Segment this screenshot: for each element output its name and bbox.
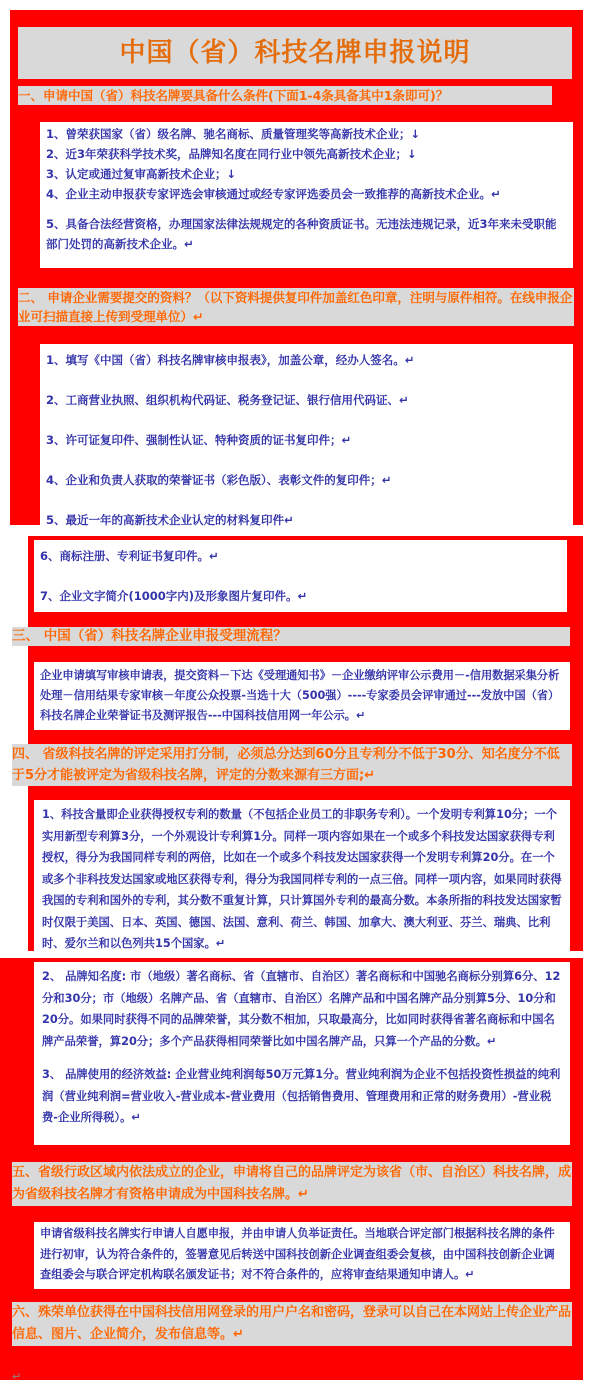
s1-item-3: 3、认定或通过复审高新技术企业；↓ bbox=[46, 167, 237, 181]
trailing-paragraph-mark: ↵ bbox=[12, 1370, 22, 1383]
section-6-heading: 六、殊荣单位获得在中国科技信用网登录的用户户名和密码，登录可以自己在本网站上传企业产品信息、图片、企业简介，发布信息等。↵ bbox=[12, 1302, 572, 1346]
page-title: 中国（省）科技名牌申报说明 bbox=[18, 27, 572, 79]
section-1-heading: 一、申请中国（省）科技名牌要具备什么条件(下面1-4条具备其中1条即可)？ bbox=[18, 86, 552, 105]
s1-item-5: 5、具备合法经营资格，办理国家法律法规规定的各种资质证书。无违法违规记录，近3年来未受职能部门处罚的高新技术企业。↵ bbox=[46, 217, 557, 251]
s4-p3: 3、 品牌使用的经济效益: 企业营业纯利润每50万元算1分。营业纯利润为企业不包括投资性损益的纯利润（营业纯利润=营业收入-营业成本-营业费用（包括销售费用、管理费用和正常的财务费用）-营业税费-企业所得税）。↵ bbox=[42, 1068, 561, 1124]
s1-item-1: 1、曾荣获国家（省）级名牌、驰名商标、质量管理奖等高新技术企业；↓ bbox=[46, 127, 421, 141]
s2-item-3: 3、许可证复印件、强制性认证、特种资质的证书复印件；↵ bbox=[46, 433, 352, 447]
section-3-box bbox=[34, 662, 570, 730]
s2-item-2: 2、工商营业执照、组织机构代码证、税务登记证、银行信用代码证、↵ bbox=[46, 393, 409, 407]
s2-item-4: 4、企业和负责人获取的荣誉证书（彩色版）、表彰文件的复印件；↵ bbox=[46, 473, 392, 487]
section-5-box bbox=[34, 1222, 570, 1289]
s5-body: 申请省级科技名牌实行申请人自愿申报，并由申请人负举证责任。当地联合评定部门根据科技名牌的条件进行初审，认为符合条件的，签署意见后转送中国科技创新企业调查组委会复核，由中国科技创新企业调查组委会与联合评定机构联名颁发证书；对不符合条件的，应将审查结果通知申请人。↵ bbox=[40, 1227, 555, 1281]
section-3-heading: 三、 中国（省）科技名牌企业申报受理流程？ bbox=[12, 627, 570, 646]
section-2-heading: 二、 申请企业需要提交的资料？（以下资料提供复印件加盖红色印章，注明与原件相符。在线申报企业可扫描直接上传到受理单位）↵ bbox=[18, 290, 573, 324]
s2-item-5: 5、最近一年的高新技术企业认定的材料复印件↵ bbox=[46, 513, 294, 527]
section-4-box-1 bbox=[34, 800, 570, 958]
s2-item-1: 1、填写《中国（省）科技名牌审核申报表》，加盖公章，经办人签名。↵ bbox=[46, 353, 415, 367]
s1-item-4: 4、企业主动申报获专家评选会审核通过或经专家评选委员会一致推荐的高新技术企业。↵ bbox=[46, 187, 501, 201]
s1-item-2: 2、近3年荣获科学技术奖，品牌知名度在同行业中领先高新技术企业；↓ bbox=[46, 147, 417, 161]
section-4-heading: 四、 省级科技名牌的评定采用打分制，必须总分达到60分且专利分不低于30分、知名度分不低于5分才能被评定为省级科技名牌，评定的分数来源有三方面;↵ bbox=[12, 744, 572, 786]
section-2-box-continued bbox=[34, 540, 567, 612]
section-2-box bbox=[40, 344, 573, 527]
section-1-box bbox=[40, 122, 573, 268]
s2-item-7: 7、企业文字简介(1000字内)及形象图片复印件。↵ bbox=[40, 589, 308, 603]
s2-item-6: 6、商标注册、专利证书复印件。↵ bbox=[40, 549, 219, 563]
section-5-heading: 五、省级行政区域内依法成立的企业，申请将自己的品牌评定为该省（市、自治区）科技名牌，成为省级科技名牌才有资格申请成为中国科技名牌。↵ bbox=[12, 1162, 572, 1206]
s3-body: 企业申请填写审核申请表，提交资料－下达《受理通知书》－企业缴纳评审公示费用－-信用数据采集分析处理－信用结果专家审核－年度公众投票-当选十大（500强）----专家委员会评审通过---发放中国（省）科技名牌企业荣誉证书及测评报告---中国科技信用网一年公示。↵ bbox=[40, 669, 560, 722]
s4-p1: 1、科技含量即企业获得授权专利的数量（不包括企业员工的非职务专利）。一个发明专利算10分；一个实用新型专利算3分，一个外观设计专利算1分。同样一项内容如果在一个或多个科技发达国家获得专利授权，得分为我国同样专利的两倍，比如在一个或多个科技发达国家获得一个发明专利算20分。在一个或多个非科技发达国家或地区获得专利，得分为我国同样专利的一点三倍。同样一项内容，如果同时获得我国的专利和国外的专利，其分数不重复计算，只计算国外专利的最高分数。本条所指的科技发达国家暂时仅限于美国、日本、英国、德国、法国、意利、荷兰、韩国、加拿大、澳大利亚、芬兰、瑞典、比利时、爱尔兰和以色列共15个国家。↵ bbox=[42, 808, 562, 950]
section-4-box-2 bbox=[34, 962, 570, 1145]
s4-p2: 2、 品牌知名度: 市（地级）著名商标、省（直辖市、自治区）著名商标和中国驰名商标分别算6分、12分和30分；市（地级）名牌产品、省（直辖市、自治区）名牌产品和中国名牌产品分别算5分、10分和20分。如果同时获得不同的品牌荣誉，其分数不相加，只取最高分，比如同时获得省著名商标和中国名牌产品荣誉，算20分；多个产品获得相同荣誉比如中国名牌产品，只算一个产品的分数。↵ bbox=[42, 970, 561, 1048]
